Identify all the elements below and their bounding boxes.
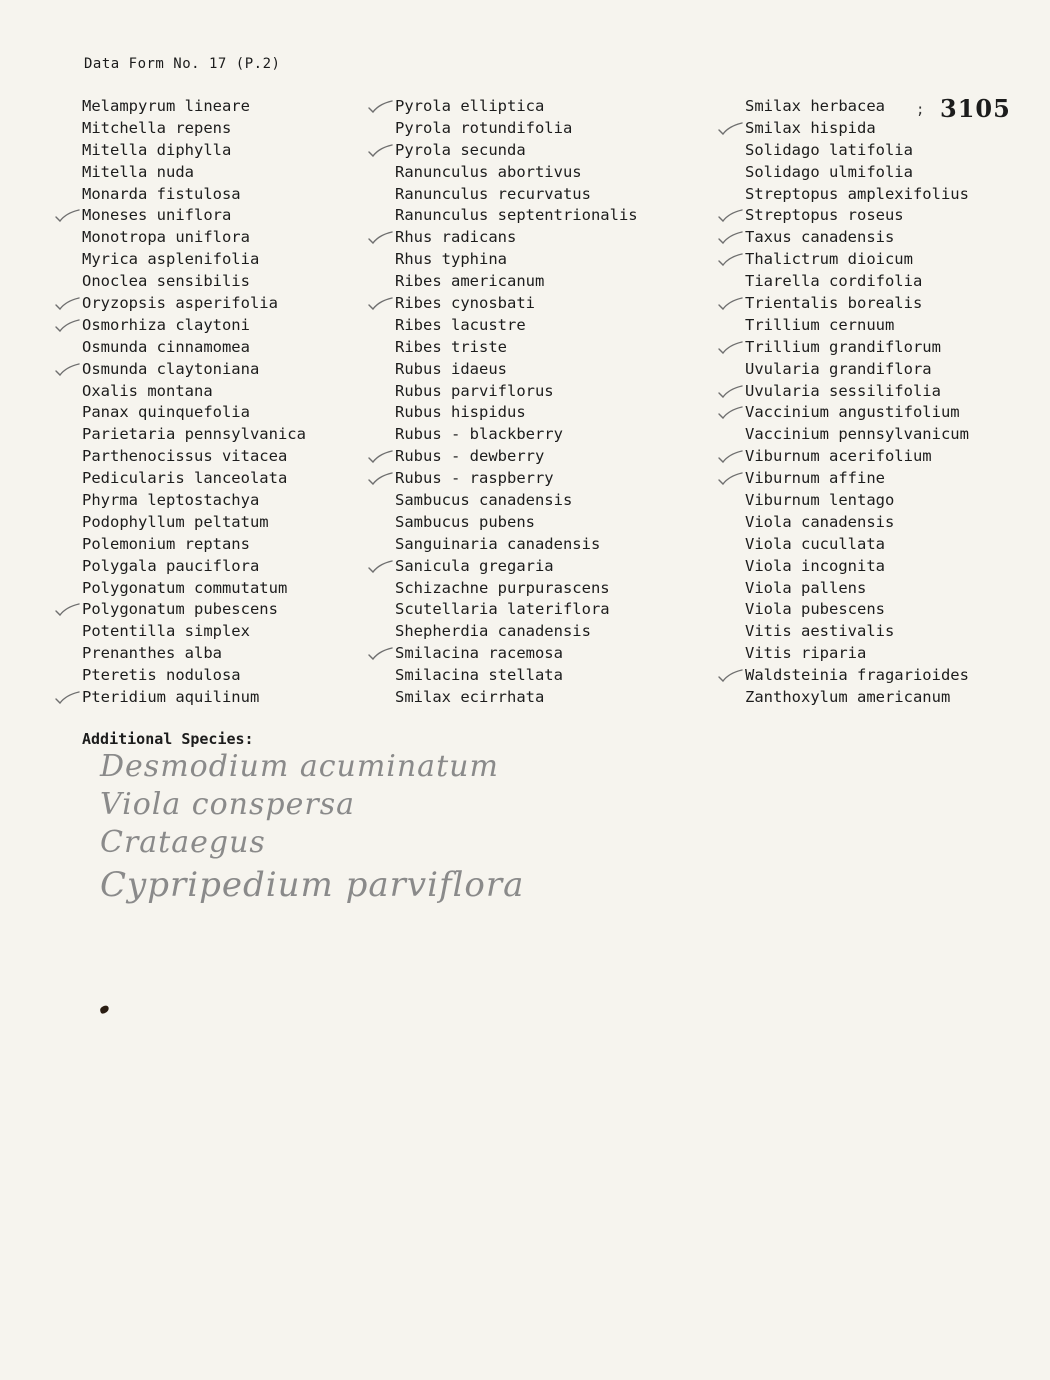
species-name: Sambucus canadensis <box>395 491 573 510</box>
species-item <box>82 205 306 227</box>
additional-species-list <box>100 748 524 908</box>
species-item <box>82 402 306 424</box>
species-name: Onoclea sensibilis <box>82 272 250 291</box>
species-name: Schizachne purpurascens <box>395 578 610 597</box>
species-name: Mitchella repens <box>82 118 232 137</box>
handwritten-species: Crataegus <box>100 825 266 860</box>
species-item <box>395 643 638 665</box>
pencil-check-icon <box>367 450 393 464</box>
species-item <box>82 271 306 293</box>
species-column-2 <box>395 96 638 709</box>
species-name: Uvularia sessilifolia <box>745 381 941 400</box>
species-name: Sanicula gregaria <box>395 556 554 575</box>
species-name: Pyrola rotundifolia <box>395 118 573 137</box>
species-item <box>82 665 306 687</box>
species-name: Potentilla simplex <box>82 622 250 641</box>
species-name: Thalictrum dioicum <box>745 250 913 269</box>
species-name: Solidago latifolia <box>745 140 913 159</box>
species-name: Rhus typhina <box>395 250 507 269</box>
document-number: 3105 <box>940 94 1011 123</box>
species-name: Prenanthes alba <box>82 644 222 663</box>
species-item <box>395 599 638 621</box>
species-item <box>395 140 638 162</box>
species-item <box>395 359 638 381</box>
species-item <box>395 381 638 403</box>
species-item <box>745 184 969 206</box>
species-item <box>82 337 306 359</box>
species-name: Zanthoxylum americanum <box>745 688 951 707</box>
species-name: Mitella diphylla <box>82 140 232 159</box>
species-item <box>395 402 638 424</box>
species-name: Viburnum acerifolium <box>745 447 932 466</box>
species-name: Streptopus roseus <box>745 206 904 225</box>
pencil-check-icon <box>367 647 393 661</box>
species-item <box>395 468 638 490</box>
pencil-check-icon <box>717 231 743 245</box>
species-item <box>745 96 969 118</box>
species-name: Polygonatum commutatum <box>82 578 288 597</box>
pencil-check-icon <box>54 691 80 705</box>
species-item <box>82 293 306 315</box>
species-item <box>745 599 969 621</box>
species-name: Vaccinium pennsylvanicum <box>745 425 969 444</box>
species-name: Phyrma leptostachya <box>82 491 260 510</box>
species-item <box>82 512 306 534</box>
species-item <box>745 446 969 468</box>
species-name: Viola canadensis <box>745 512 895 531</box>
species-name: Scutellaria lateriflora <box>395 600 610 619</box>
pencil-check-icon <box>367 472 393 486</box>
species-name: Pyrola elliptica <box>395 97 545 115</box>
species-name: Mitella nuda <box>82 162 194 181</box>
species-item <box>82 687 306 709</box>
species-item <box>395 271 638 293</box>
species-name: Viola pallens <box>745 578 867 597</box>
pencil-check-icon <box>717 122 743 136</box>
species-name: Trientalis borealis <box>745 294 923 313</box>
species-name: Osmunda claytoniana <box>82 359 260 378</box>
species-item <box>395 578 638 600</box>
species-item <box>395 96 638 118</box>
species-name: Monotropa uniflora <box>82 228 250 247</box>
species-item <box>395 162 638 184</box>
species-item <box>745 227 969 249</box>
species-name: Podophyllum peltatum <box>82 512 269 531</box>
species-name: Vitis aestivalis <box>745 622 895 641</box>
species-item <box>745 556 969 578</box>
pencil-check-icon <box>717 297 743 311</box>
species-name: Rubus idaeus <box>395 359 507 378</box>
species-item <box>82 227 306 249</box>
species-name: Solidago ulmifolia <box>745 162 913 181</box>
species-name: Viola incognita <box>745 556 885 575</box>
species-item <box>82 643 306 665</box>
species-item <box>395 184 638 206</box>
species-name: Oryzopsis asperifolia <box>82 294 278 313</box>
species-column-1 <box>82 96 306 709</box>
species-name: Rubus - dewberry <box>395 447 545 466</box>
species-item <box>395 665 638 687</box>
species-item <box>395 227 638 249</box>
species-item <box>745 315 969 337</box>
species-item <box>745 118 969 140</box>
species-item <box>82 621 306 643</box>
pencil-check-icon <box>54 363 80 377</box>
species-item <box>745 402 969 424</box>
species-item <box>82 162 306 184</box>
species-name: Parietaria pennsylvanica <box>82 425 306 444</box>
species-item <box>395 621 638 643</box>
species-name: Pteridium aquilinum <box>82 688 260 707</box>
additional-species-label: Additional Species: <box>82 730 254 748</box>
species-name: Rhus radicans <box>395 228 517 247</box>
species-item <box>82 96 306 118</box>
species-name: Ranunculus recurvatus <box>395 184 591 203</box>
species-item <box>745 249 969 271</box>
species-item <box>745 468 969 490</box>
pencil-check-icon <box>367 560 393 574</box>
species-item <box>745 621 969 643</box>
species-item <box>82 184 306 206</box>
ink-spot <box>99 1005 110 1015</box>
handwritten-species: Cypripedium parviflora <box>100 865 525 905</box>
species-item <box>82 381 306 403</box>
species-name: Viola cucullata <box>745 534 885 553</box>
species-item <box>745 424 969 446</box>
species-name: Streptopus amplexifolius <box>745 184 969 203</box>
species-name: Polygonatum pubescens <box>82 600 278 619</box>
species-name: Uvularia grandiflora <box>745 359 932 378</box>
pencil-check-icon <box>717 406 743 420</box>
species-item <box>82 578 306 600</box>
species-name: Viburnum affine <box>745 469 885 488</box>
species-item <box>745 534 969 556</box>
species-item <box>82 556 306 578</box>
species-item <box>745 162 969 184</box>
species-name: Rubus - raspberry <box>395 469 554 488</box>
pencil-check-icon <box>717 472 743 486</box>
pencil-check-icon <box>717 253 743 267</box>
species-item <box>82 599 306 621</box>
species-item <box>395 490 638 512</box>
species-item <box>395 118 638 140</box>
species-item <box>82 359 306 381</box>
species-item <box>745 490 969 512</box>
species-item <box>745 665 969 687</box>
species-item <box>82 490 306 512</box>
species-name: Shepherdia canadensis <box>395 622 591 641</box>
species-name: Pedicularis lanceolata <box>82 469 288 488</box>
species-item <box>745 140 969 162</box>
species-name: Rubus hispidus <box>395 403 526 422</box>
species-name: Sanguinaria canadensis <box>395 534 601 553</box>
species-name: Ribes americanum <box>395 272 545 291</box>
handwritten-species: Viola conspersa <box>100 787 355 822</box>
species-name: Sambucus pubens <box>395 512 535 531</box>
species-name: Ranunculus septentrionalis <box>395 206 638 225</box>
pencil-check-icon <box>54 209 80 223</box>
species-item <box>745 578 969 600</box>
species-name: Oxalis montana <box>82 381 213 400</box>
species-item <box>82 424 306 446</box>
species-item <box>395 556 638 578</box>
species-name: Polygala pauciflora <box>82 556 260 575</box>
species-item <box>745 687 969 709</box>
pencil-check-icon <box>367 144 393 158</box>
species-name: Tiarella cordifolia <box>745 272 923 291</box>
species-item <box>82 534 306 556</box>
species-item <box>745 512 969 534</box>
species-item <box>395 249 638 271</box>
species-name: Myrica asplenifolia <box>82 250 260 269</box>
pencil-check-icon <box>54 297 80 311</box>
species-name: Smilax herbacea <box>745 97 885 115</box>
species-name: Rubus parviflorus <box>395 381 554 400</box>
species-name: Polemonium reptans <box>82 534 250 553</box>
species-name: Smilacina stellata <box>395 666 563 685</box>
document-mark: ; <box>916 102 925 118</box>
species-name: Panax quinquefolia <box>82 403 250 422</box>
species-name: Viola pubescens <box>745 600 885 619</box>
species-item <box>395 687 638 709</box>
species-name: Osmunda cinnamomea <box>82 337 250 356</box>
pencil-check-icon <box>54 603 80 617</box>
species-item <box>395 337 638 359</box>
pencil-check-icon <box>717 385 743 399</box>
species-name: Rubus - blackberry <box>395 425 563 444</box>
form-title: Data Form No. 17 (P.2) <box>84 56 281 72</box>
species-name: Ribes triste <box>395 337 507 356</box>
species-name: Ranunculus abortivus <box>395 162 582 181</box>
pencil-check-icon <box>717 341 743 355</box>
species-item <box>395 315 638 337</box>
handwritten-species: Desmodium acuminatum <box>100 749 499 784</box>
species-name: Melampyrum lineare <box>82 97 250 115</box>
species-name: Taxus canadensis <box>745 228 895 247</box>
species-name: Monarda fistulosa <box>82 184 241 203</box>
species-name: Ribes lacustre <box>395 315 526 334</box>
species-name: Smilax ecirrhata <box>395 688 545 707</box>
pencil-check-icon <box>54 319 80 333</box>
species-name: Vaccinium angustifolium <box>745 403 960 422</box>
pencil-check-icon <box>367 297 393 311</box>
species-item <box>82 468 306 490</box>
species-name: Trillium grandiflorum <box>745 337 941 356</box>
species-item <box>82 249 306 271</box>
species-item <box>82 315 306 337</box>
pencil-check-icon <box>717 669 743 683</box>
species-name: Smilacina racemosa <box>395 644 563 663</box>
species-item <box>745 381 969 403</box>
pencil-check-icon <box>367 231 393 245</box>
species-item <box>395 424 638 446</box>
species-item <box>745 359 969 381</box>
species-column-3 <box>745 96 969 709</box>
species-name: Trillium cernuum <box>745 315 895 334</box>
species-item <box>395 205 638 227</box>
species-item <box>395 446 638 468</box>
pencil-check-icon <box>367 100 393 114</box>
species-name: Ribes cynosbati <box>395 294 535 313</box>
pencil-check-icon <box>717 450 743 464</box>
species-name: Moneses uniflora <box>82 206 232 225</box>
species-item <box>82 446 306 468</box>
species-item <box>82 118 306 140</box>
species-name: Parthenocissus vitacea <box>82 447 288 466</box>
species-name: Vitis riparia <box>745 644 867 663</box>
species-item <box>395 293 638 315</box>
species-name: Viburnum lentago <box>745 491 895 510</box>
species-item <box>745 271 969 293</box>
species-item <box>395 512 638 534</box>
species-item <box>745 643 969 665</box>
species-name: Pyrola secunda <box>395 140 526 159</box>
species-name: Smilax hispida <box>745 118 876 137</box>
species-item <box>745 337 969 359</box>
species-name: Pteretis nodulosa <box>82 666 241 685</box>
species-item <box>745 205 969 227</box>
species-item <box>745 293 969 315</box>
pencil-check-icon <box>717 209 743 223</box>
species-item <box>395 534 638 556</box>
species-name: Waldsteinia fragarioides <box>745 666 969 685</box>
species-name: Osmorhiza claytoni <box>82 315 250 334</box>
species-item <box>82 140 306 162</box>
